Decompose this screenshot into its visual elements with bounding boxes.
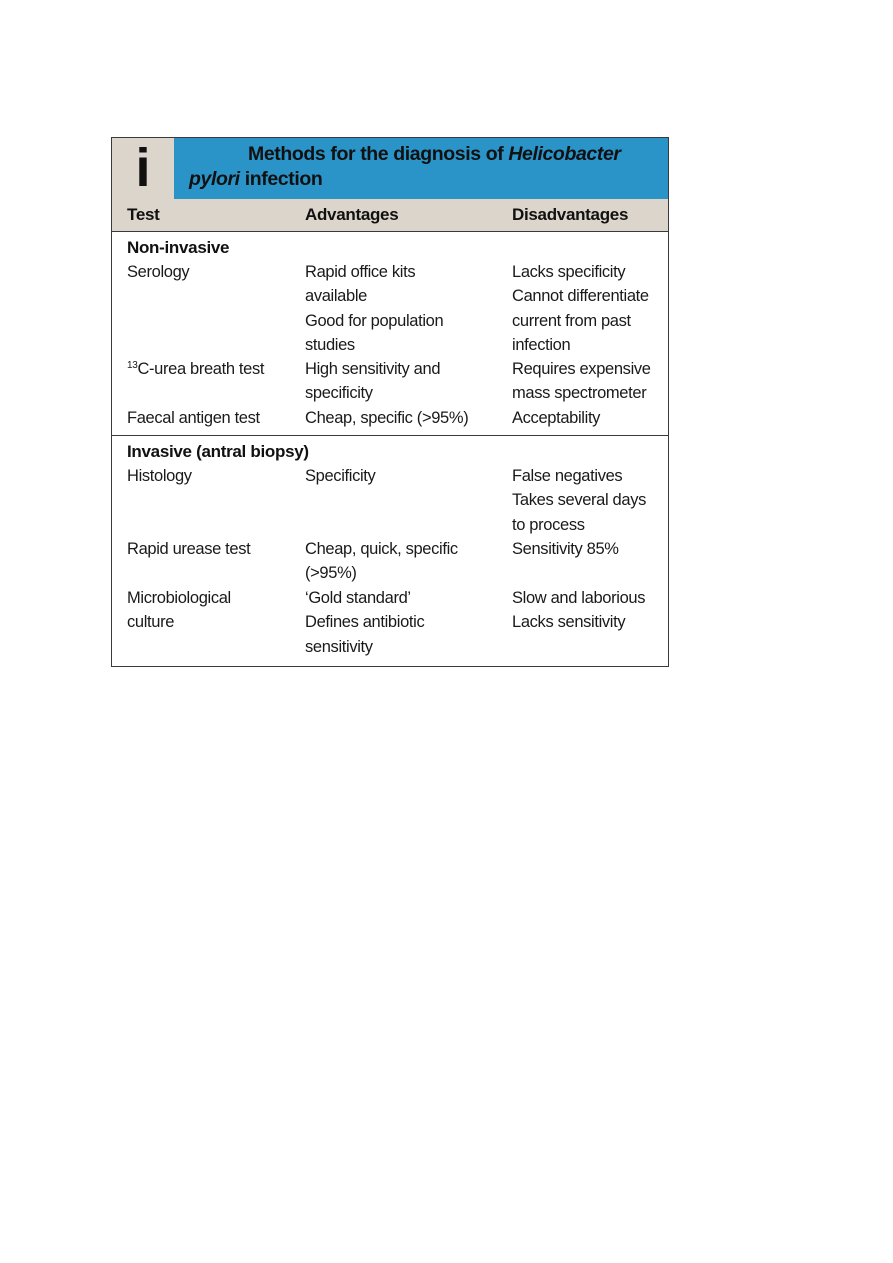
section-non-invasive	[112, 232, 668, 436]
cell-disadvantages: Lacks specificity	[512, 263, 626, 281]
cell-disadvantages: Lacks sensitivity	[512, 613, 626, 632]
cell-advantages: Defines antibiotic	[305, 613, 425, 632]
column-headers	[112, 199, 668, 232]
column-header-disadvantages: Disadvantages	[512, 205, 629, 224]
cell-disadvantages: Sensitivity 85%	[512, 540, 619, 558]
cell-advantages: (>95%)	[305, 564, 357, 583]
info-icon: i	[112, 138, 174, 199]
cell-test: culture	[127, 613, 175, 632]
cell-advantages: Cheap, quick, specific	[305, 540, 458, 558]
cell-test: Faecal antigen test	[127, 409, 260, 427]
title-line1-text: Methods for the diagnosis of	[248, 143, 509, 165]
cell-test-text: C-urea breath test	[137, 360, 265, 378]
cell-advantages: Specificity	[305, 467, 376, 485]
cell-test: Serology	[127, 263, 190, 281]
cell-disadvantages: False negatives	[512, 467, 623, 485]
cell-advantages: specificity	[305, 384, 373, 403]
column-header-test: Test	[127, 205, 160, 224]
cell-advantages: available	[305, 287, 367, 306]
box-header	[112, 138, 668, 199]
title-line2-italic: pylori	[189, 168, 240, 190]
title-line2-text: infection	[239, 168, 323, 190]
section-heading: Non-invasive	[127, 238, 230, 257]
cell-advantages: studies	[305, 335, 355, 354]
cell-advantages: Rapid office kits	[305, 263, 416, 281]
cell-disadvantages: current from past	[512, 311, 631, 330]
title-line1-italic: Helicobacter	[508, 143, 621, 165]
cell-test	[127, 357, 264, 381]
cell-test: Histology	[127, 467, 192, 485]
info-box	[111, 137, 669, 667]
box-title	[189, 142, 649, 192]
cell-advantages: sensitivity	[305, 637, 373, 656]
cell-disadvantages: to process	[512, 515, 585, 534]
cell-disadvantages: Cannot differentiate	[512, 287, 649, 306]
cell-disadvantages: Requires expensive	[512, 360, 651, 378]
cell-advantages: High sensitivity and	[305, 360, 441, 378]
cell-advantages: Good for population	[305, 311, 444, 330]
cell-disadvantages: Takes several days	[512, 491, 647, 510]
cell-disadvantages: Acceptability	[512, 409, 601, 427]
cell-disadvantages: Slow and laborious	[512, 589, 646, 607]
column-header-advantages: Advantages	[305, 205, 399, 224]
section-heading: Invasive (antral biopsy)	[127, 442, 309, 461]
superscript: 13	[127, 360, 138, 371]
section-invasive	[112, 436, 668, 666]
cell-advantages: Cheap, specific (>95%)	[305, 409, 469, 427]
cell-disadvantages: mass spectrometer	[512, 384, 647, 403]
cell-disadvantages: infection	[512, 335, 571, 354]
cell-advantages: ‘Gold standard’	[305, 589, 411, 607]
cell-test: Rapid urease test	[127, 540, 251, 558]
cell-test: Microbiological	[127, 589, 231, 607]
